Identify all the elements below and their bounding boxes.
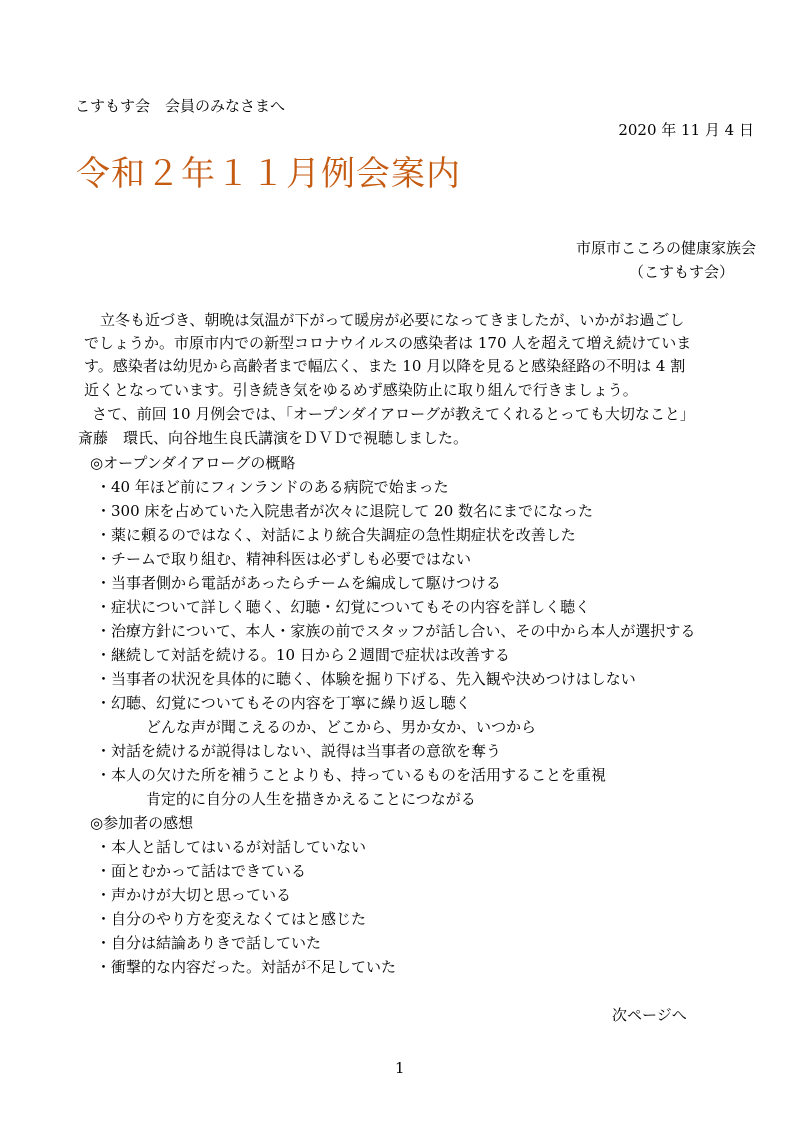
overview-item: ・対話を続けるが説得はしない、説得は当事者の意欲を奪う <box>96 742 502 760</box>
feedback-item: ・本人と話してはいるが対話していない <box>96 838 367 856</box>
feedback-item: ・自分は結論ありきで話していた <box>96 934 322 952</box>
intro-line: す。感染者は幼児から高齢者まで幅広く、また 10 月以降を見ると感染経路の不明は 4 割 <box>84 357 686 375</box>
feedback-item: ・衝撃的な内容だった。対話が不足していた <box>96 958 397 976</box>
intro-line: 立冬も近づき、朝晩は気温が下がって暖房が必要になってきましたが、いかがお過ごし <box>100 311 685 329</box>
sender-org: 市原市こころの健康家族会 <box>575 239 756 257</box>
intro-line: 斎藤 環氏、向谷地生良氏講演をＤＶＤで視聴しました。 <box>78 429 469 447</box>
overview-item: ・本人の欠けた所を補うことよりも、持っているものを活用することを重視 <box>96 766 607 784</box>
recipient-line: こすもす会 会員のみなさまへ <box>75 97 286 115</box>
sender-short: （こすもす会） <box>628 263 734 281</box>
overview-heading: ◎オープンダイアローグの概略 <box>90 454 296 472</box>
page-title: 令和２年１１月例会案内 <box>76 154 461 194</box>
overview-item: ・薬に頼るのではなく、対話により統合失調症の急性期症状を改善した <box>96 526 576 544</box>
feedback-item: ・面とむかって話はできている <box>96 862 307 880</box>
overview-subitem: どんな声が聞こえるのか、どこから、男か女か、いつから <box>146 718 537 736</box>
feedback-heading: ◎参加者の感想 <box>90 814 194 832</box>
feedback-item: ・自分のやり方を変えなくてはと感じた <box>96 910 367 928</box>
feedback-item: ・声かけが大切と思っている <box>96 886 292 904</box>
overview-item: ・40 年ほど前にフィンランドのある病院で始まった <box>96 478 449 496</box>
overview-subitem: 肯定的に自分の人生を描きかえることにつながる <box>146 790 476 808</box>
overview-item: ・症状について詳しく聴く、幻聴・幻覚についてもその内容を詳しく聴く <box>96 598 591 616</box>
document-date: 2020 年 11 月 4 日 <box>618 121 754 139</box>
intro-line: でしょうか。市原市内での新型コロナウイルスの感染者は 170 人を超えて増え続けていま <box>84 334 692 352</box>
intro-line: さて、前回 10 月例会では、「オープンダイアローグが教えてくれるとっても大切なこと」 <box>92 405 695 423</box>
overview-item: ・当事者の状況を具体的に聴く、体験を掘り下げる、先入観や決めつけはしない <box>96 670 636 688</box>
overview-item: ・幻聴、幻覚についてもその内容を丁寧に繰り返し聴く <box>96 694 471 712</box>
overview-item: ・300 床を占めていた入院患者が次々に退院して 20 数名にまでになった <box>96 502 594 520</box>
next-page-note: 次ページへ <box>612 1006 687 1024</box>
overview-item: ・治療方針について、本人・家族の前でスタッフが話し合い、その中から本人が選択する <box>96 622 696 640</box>
overview-item: ・チームで取り組む、精神科医は必ずしも必要ではない <box>96 550 472 568</box>
overview-item: ・当事者側から電話があったらチームを編成して駆けつける <box>96 574 501 592</box>
page-number: 1 <box>395 1059 405 1077</box>
overview-item: ・継続して対話を続ける。10 日から２週間で症状は改善する <box>96 646 510 664</box>
intro-line: 近くとなっています。引き続き気をゆるめず感染防止に取り組んで行きましょう。 <box>84 381 638 399</box>
